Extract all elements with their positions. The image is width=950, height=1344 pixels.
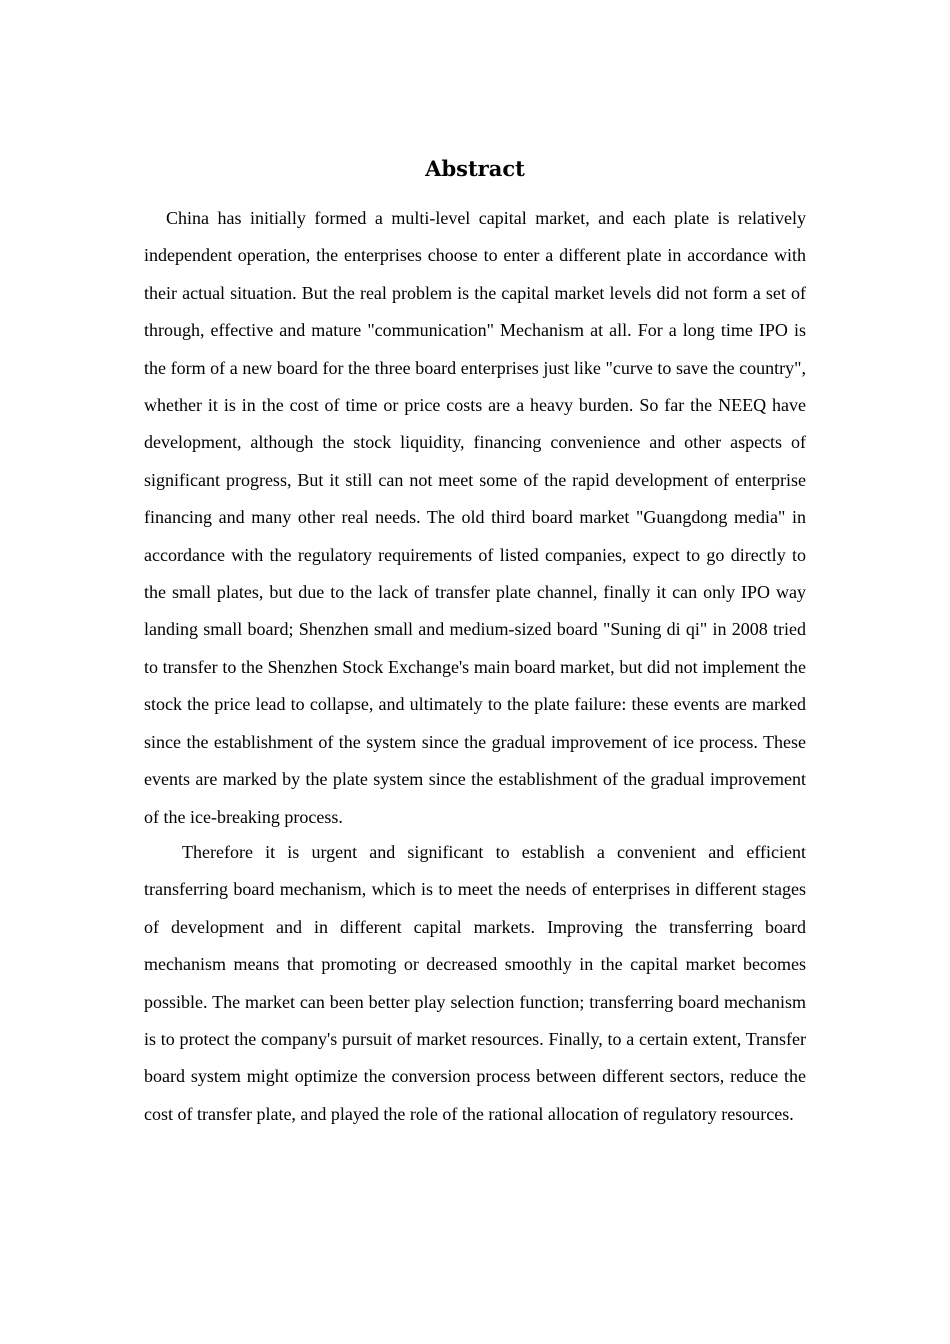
abstract-paragraph-2: Therefore it is urgent and significant to establish a convenient and efficient transferring board mechanism, which is to meet the needs of enterprises in different stages of development and in different capital markets. Improving the transferring board mechanism means that promoting or decreased smoothly in the capital market becomes possible. The market can been better play selection function; transferring board mechanism is to protect the company's pursuit of market resources. Finally, to a certain extent, Transfer board system might optimize the conversion process between different sectors, reduce the cost of transfer plate, and played the role of the rational allocation of regulatory resources. (144, 841, 806, 1124)
abstract-body (144, 200, 806, 1133)
abstract-paragraph-1: China has initially formed a multi-level capital market, and each plate is relatively independent operation, the enterprises choose to enter a different plate in accordance with their actual situation. But the real problem is the capital market levels did not form a set of through, effective and mature "communication" Mechanism at all. For a long time IPO is the form of a new board for the three board enterprises just like "curve to save the country", whether it is in the cost of time or price costs are a heavy burden. So far the NEEQ have development, although the stock liquidity, financing convenience and other aspects of significant progress, But it still can not meet some of the rapid development of enterprise financing and many other real needs. The old third board market "Guangdong media" in accordance with the regulatory requirements of listed companies, expect to go directly to the small plates, but due to the lack of transfer plate channel, finally it can only IPO way landing small board; Shenzhen small and medium-sized board "Suning di qi" in 2008 tried to transfer to the Shenzhen Stock Exchange's main board market, but did not implement the stock the price lead to collapse, and ultimately to the plate failure: these events are marked since the establishment of the system since the gradual improvement of ice process. These events are marked by the plate system since the establishment of the gradual improvement of the ice-breaking process. (144, 208, 806, 827)
page-title: Abstract (425, 156, 525, 181)
